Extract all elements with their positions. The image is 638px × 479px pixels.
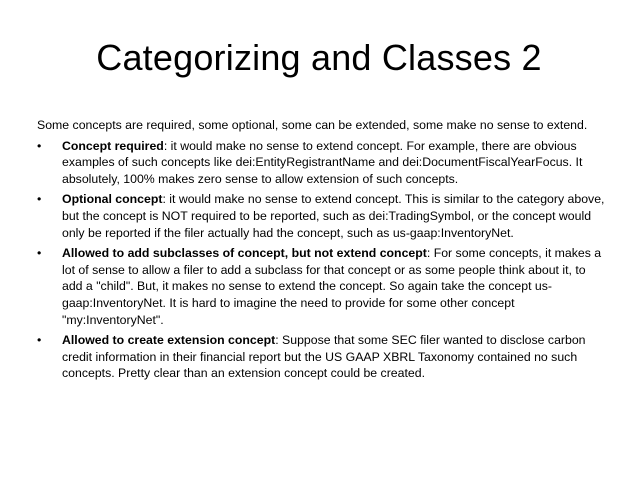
slide-title: Categorizing and Classes 2 [96, 37, 542, 78]
bullet-item-concept-required [37, 138, 609, 188]
bullet-icon: • [37, 138, 42, 153]
slide-body [37, 117, 609, 386]
bullet-icon: • [37, 333, 42, 348]
bullet-list [37, 138, 609, 382]
bullet-term: Concept required [62, 138, 164, 153]
bullet-text: : Suppose that some SEC filer wanted to disclose carbon credit information in their financial report but the US GAAP XBRL Taxonomy contained no such concepts. Pretty clear than an extension concept could be created. [62, 333, 586, 381]
bullet-text: : it would make no sense to extend concept. For example, there are obvious examples of such concepts like dei:EntityRegistrantName and dei:DocumentFiscalYearFocus. It absolutely, 100% makes zero sense to allow extension of such concepts. [62, 138, 583, 186]
bullet-term: Allowed to create extension concept [62, 333, 276, 348]
bullet-icon: • [37, 246, 42, 261]
bullet-item-extension-concept [37, 332, 609, 382]
bullet-term: Allowed to add subclasses of concept, but not extend concept [62, 246, 427, 261]
bullet-item-subclasses [37, 245, 609, 328]
bullet-item-optional-concept [37, 191, 609, 241]
intro-paragraph: Some concepts are required, some optional, some can be extended, some make no sense to extend. [37, 118, 588, 132]
bullet-text: : For some concepts, it makes a lot of sense to allow a filer to add a subclass for that concept or as some people think about it, to add a "child". But, it makes no sense to extend the concept. So again take the concept us-gaap:InventoryNet. It is hard to imagine the need to provide for some other concept "my:InventoryNet". [62, 246, 602, 327]
bullet-term: Optional concept [62, 192, 163, 207]
bullet-icon: • [37, 192, 42, 207]
bullet-text: : it would make no sense to extend concept. This is similar to the category above, but the concept is NOT required to be reported, such as dei:TradingSymbol, or the concept would only be reported if the filer actually had the concept, such as us-gaap:InventoryNet. [62, 192, 605, 240]
